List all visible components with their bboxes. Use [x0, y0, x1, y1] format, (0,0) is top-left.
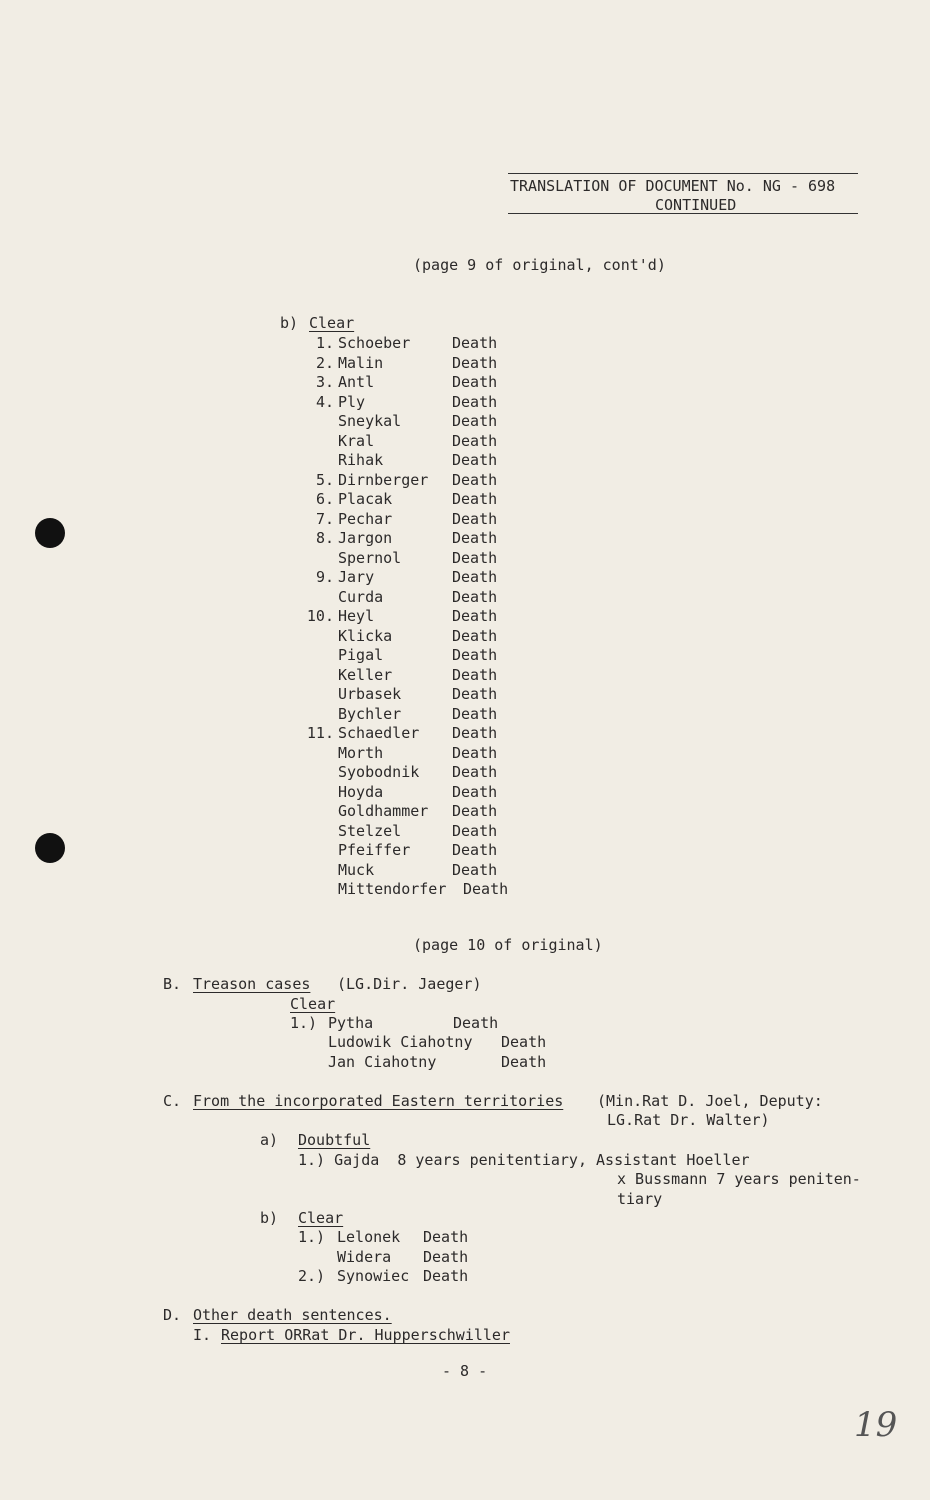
section-C-b-row2-sentence: Death	[423, 1248, 469, 1266]
section-C-b-row3-sentence: Death	[423, 1267, 469, 1285]
list-item-sentence: Death	[452, 334, 498, 352]
list-item-sentence: Death	[452, 587, 498, 606]
list-item-name: Antl	[338, 373, 375, 391]
section-b-title: Clear	[309, 314, 355, 332]
section-C-label: C.	[163, 1092, 182, 1110]
handwritten-page-number: 19	[854, 1405, 898, 1445]
section-B-title: Treason cases	[193, 975, 311, 993]
list-item-name: Schaedler	[338, 724, 420, 742]
list-item-name: Jargon	[338, 529, 393, 547]
list-item-sentence: Death	[463, 880, 509, 898]
section-C-a-line: 1.) Gajda 8 years penitentiary, Assistant Hoeller	[298, 1151, 750, 1169]
binder-hole-top	[35, 518, 65, 548]
list-item-name: Pechar	[338, 509, 393, 528]
list-item-sentence: Death	[452, 412, 498, 430]
list-item-sentence: Death	[452, 568, 498, 586]
list-item-sentence: Death	[452, 685, 498, 703]
list-item-number: 3.	[315, 373, 334, 391]
list-item-sentence: Death	[452, 353, 498, 372]
section-D-sub: I.	[193, 1326, 212, 1344]
section-B-line3-sentence: Death	[501, 1053, 547, 1071]
list-item-number: 11.	[306, 724, 334, 742]
list-item-name: Jary	[338, 568, 375, 586]
list-item-name: Muck	[338, 860, 375, 879]
section-C-b-row2-name: Widera	[337, 1248, 392, 1266]
list-item-sentence: Death	[452, 821, 498, 840]
list-item-sentence: Death	[452, 451, 498, 469]
list-item-number: 1.	[315, 334, 334, 352]
list-item-name: Urbasek	[338, 685, 402, 703]
section-B-official: (LG.Dir. Jaeger)	[337, 975, 482, 993]
list-item-sentence: Death	[452, 392, 498, 411]
list-item-sentence: Death	[452, 860, 498, 879]
list-item-name: Goldhammer	[338, 802, 429, 820]
list-item-number: 5.	[315, 470, 334, 489]
list-item-name: Placak	[338, 490, 393, 508]
list-item-sentence: Death	[452, 802, 498, 820]
document-title: TRANSLATION OF DOCUMENT No. NG - 698	[510, 177, 836, 195]
section-D-title: Other death sentences.	[193, 1306, 392, 1324]
section-C-a-line2: x Bussmann 7 years peniten-	[617, 1170, 861, 1188]
list-item-name: Syobodnik	[338, 763, 420, 781]
list-item-number: 9.	[315, 568, 334, 586]
section-C-a-line3: tiary	[617, 1190, 663, 1208]
list-item-name: Dirnberger	[338, 470, 429, 489]
list-item-number: 10.	[306, 607, 334, 625]
section-C-official-2: LG.Rat Dr. Walter)	[607, 1111, 770, 1129]
list-item-name: Sneykal	[338, 412, 402, 430]
section-B-line1-num: 1.)	[290, 1014, 318, 1032]
list-item-sentence: Death	[452, 490, 498, 508]
section-D-label: D.	[163, 1306, 182, 1324]
list-item-name: Morth	[338, 743, 384, 762]
list-item-sentence: Death	[452, 607, 498, 625]
section-C-b-row1-sentence: Death	[423, 1228, 469, 1246]
list-item-sentence: Death	[452, 841, 498, 859]
list-item-name: Stelzel	[338, 821, 402, 840]
list-item-name: Curda	[338, 587, 384, 606]
list-item-name: Kral	[338, 431, 375, 450]
list-item-name: Spernol	[338, 548, 402, 567]
list-item-sentence: Death	[452, 782, 498, 801]
section-b-label: b)	[280, 314, 299, 332]
section-C-b-label: b)	[260, 1209, 279, 1227]
list-item-number: 6.	[315, 490, 334, 508]
page10-note: (page 10 of original)	[413, 936, 603, 954]
list-item-sentence: Death	[452, 431, 498, 450]
section-C-official: (Min.Rat D. Joel, Deputy:	[597, 1092, 823, 1110]
list-item-sentence: Death	[452, 373, 498, 391]
section-C-b-title: Clear	[298, 1209, 344, 1227]
list-item-number: 8.	[315, 529, 334, 547]
list-item-name: Schoeber	[338, 334, 411, 352]
header-rule-top	[508, 173, 858, 174]
section-C-title: From the incorporated Eastern territories	[193, 1092, 564, 1110]
list-item-sentence: Death	[452, 529, 498, 547]
list-item-name: Mittendorfer	[338, 880, 447, 898]
list-item-name: Ply	[338, 392, 366, 411]
list-item-name: Klicka	[338, 626, 393, 645]
section-B-line1-name: Pytha	[328, 1014, 374, 1032]
section-C-a-label: a)	[260, 1131, 279, 1149]
section-B-clear: Clear	[290, 995, 336, 1013]
list-item-number: 4.	[315, 392, 334, 411]
list-item-sentence: Death	[452, 704, 498, 723]
list-item-number: 2.	[315, 353, 334, 372]
header-rule-bottom	[508, 213, 858, 214]
list-item-name: Rihak	[338, 451, 384, 469]
list-item-sentence: Death	[452, 763, 498, 781]
section-B-line1-sentence: Death	[453, 1014, 499, 1032]
section-C-b-row3-num: 2.)	[298, 1267, 326, 1285]
list-item-sentence: Death	[452, 665, 498, 684]
section-D-sub-title: Report ORRat Dr. Hupperschwiller	[221, 1326, 510, 1344]
list-item-name: Keller	[338, 665, 393, 684]
list-item-name: Bychler	[338, 704, 402, 723]
section-B-line2-name: Ludowik Ciahotny	[328, 1033, 473, 1051]
section-C-b-row1-num: 1.)	[298, 1228, 326, 1246]
list-item-sentence: Death	[452, 548, 498, 567]
list-item-name: Pigal	[338, 646, 384, 664]
list-item-name: Hoyda	[338, 782, 384, 801]
list-item-name: Malin	[338, 353, 384, 372]
list-item-sentence: Death	[452, 646, 498, 664]
list-item-sentence: Death	[452, 626, 498, 645]
list-item-sentence: Death	[452, 743, 498, 762]
section-C-b-row1-name: Lelonek	[337, 1228, 401, 1246]
section-C-a-title: Doubtful	[298, 1131, 371, 1149]
list-item-name: Pfeiffer	[338, 841, 411, 859]
section-C-b-row3-name: Synowiec	[337, 1267, 410, 1285]
section-B-line3-name: Jan Ciahotny	[328, 1053, 437, 1071]
list-item-sentence: Death	[452, 509, 498, 528]
list-item-sentence: Death	[452, 724, 498, 742]
continued-label: CONTINUED	[655, 196, 737, 214]
list-item-name: Heyl	[338, 607, 375, 625]
page-number: - 8 -	[442, 1362, 488, 1380]
list-item-sentence: Death	[452, 470, 498, 489]
section-B-line2-sentence: Death	[501, 1033, 547, 1051]
binder-hole-bottom	[35, 833, 65, 863]
list-item-number: 7.	[315, 509, 334, 528]
section-B-label: B.	[163, 975, 182, 993]
page9-note: (page 9 of original, cont'd)	[413, 256, 666, 274]
